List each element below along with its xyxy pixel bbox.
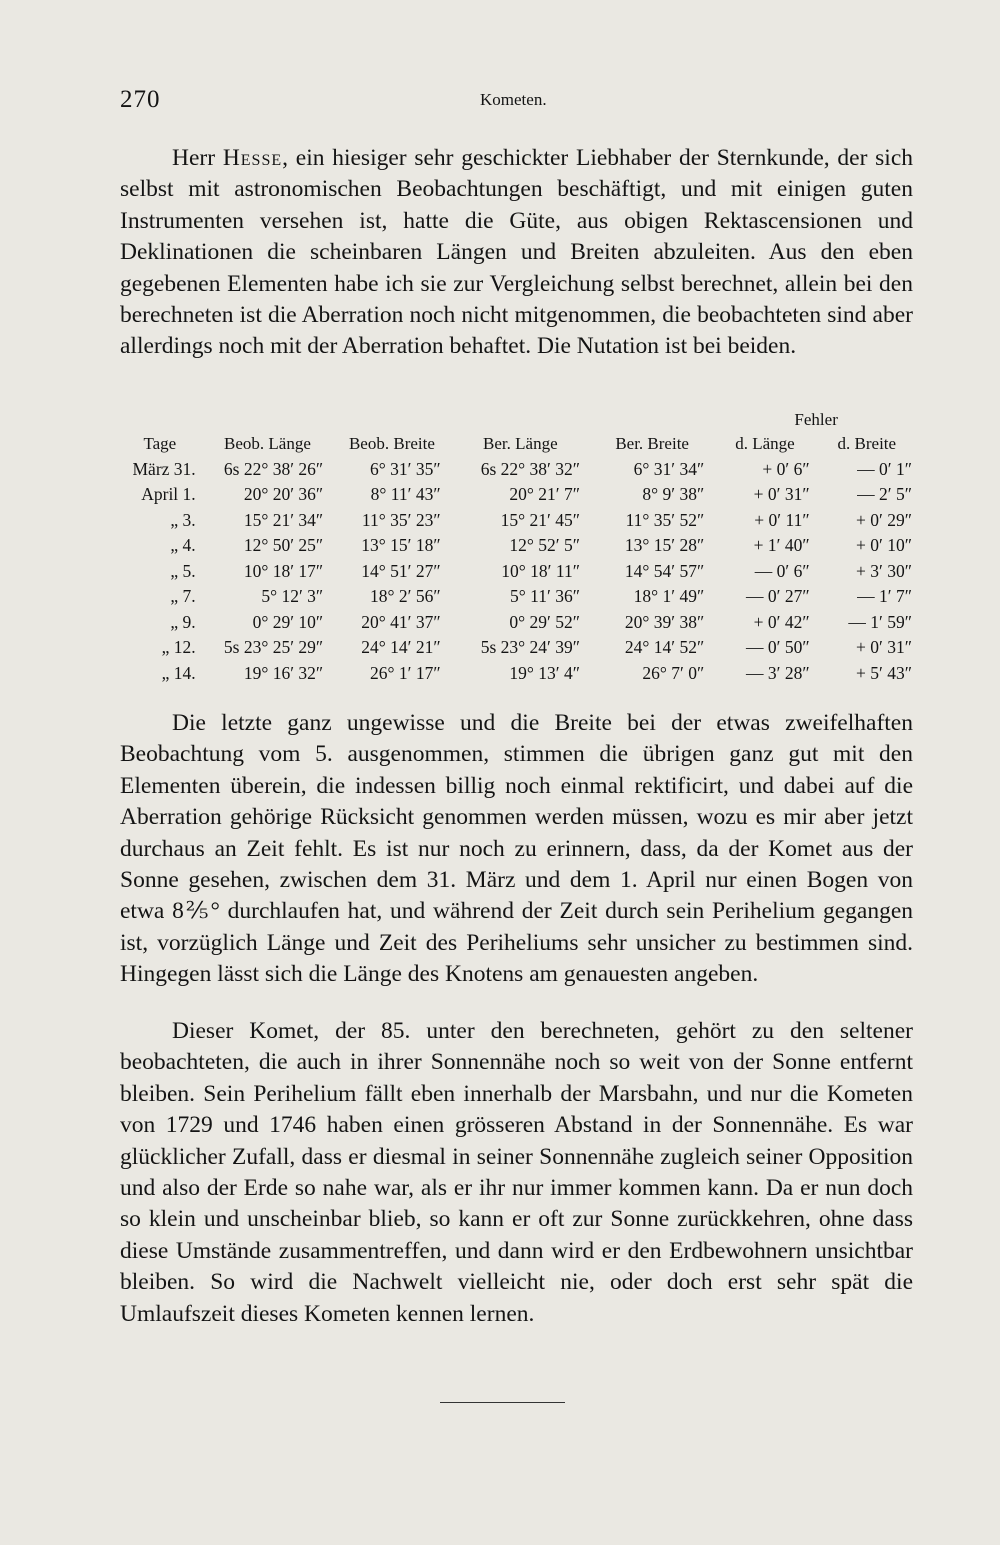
col-header-ber-laenge: Ber. Länge (483, 433, 558, 453)
table-row (118, 610, 918, 636)
table-cell: + 0′ 31″ (856, 637, 912, 658)
table-cell: + 5′ 43″ (856, 662, 912, 683)
table-cell: 6s 22° 38′ 26″ (223, 458, 324, 479)
table-cell: 20° 21′ 7″ (509, 484, 581, 505)
paragraph-comet-text: Dieser Komet, der 85. unter den berechneten, gehört zu den seltener beobachteten, die auch in ihrer Sonnennähe noch so weit von der Sonne entfernt bleiben. Sein Perihelium fällt eben innerhalb der Marsbahn, und nur die Kometen von 1729 und 1746 haben einen grösseren Abstand in der Sonnennähe. Es war glücklicher Zufall, dass er diesmal in seiner Sonnennähe zugleich seiner Opposition und also der Erde so nahe war, als er ihr nur immer kommen kann. Da er nun doch so klein und unscheinbar blieb, so kann er oft zur Sonne zurückkehren, ohne dass diese Umstände zusammentreffen, und dann wird er den Erdbewohnern unsichtbar bleiben. So wird die Nachwelt vielleicht nie, oder doch erst sehr spät die Umlaufszeit dieses Kometen kennen lernen. (120, 1018, 913, 1327)
table-row (118, 661, 918, 687)
table-cell: 20° 41′ 37″ (361, 611, 441, 632)
table-cell: „ 3. (170, 509, 196, 530)
col-header-ber-breite: Ber. Breite (615, 433, 689, 453)
table-cell: 20° 39′ 38″ (624, 611, 705, 632)
page-header (120, 86, 910, 122)
table-row (118, 457, 918, 483)
running-title: Kometen. (480, 90, 547, 109)
table-cell: 6° 31′ 35″ (370, 458, 441, 479)
table-row (118, 482, 918, 508)
table-cell: 20° 20′ 36″ (243, 484, 324, 505)
table-cell: 12° 52′ 5″ (509, 535, 581, 556)
table-cell: 15° 21′ 34″ (243, 509, 324, 530)
table-cell: + 0′ 42″ (753, 611, 810, 632)
table-cell: + 0′ 6″ (762, 458, 810, 479)
col-header-beob-laenge: Beob. Länge (224, 433, 311, 453)
table-cell: 14° 51′ 27″ (361, 560, 441, 581)
table-cell: 11° 35′ 52″ (625, 509, 705, 530)
closing-rule (440, 1402, 565, 1403)
col-header-d-laenge: d. Länge (735, 433, 795, 453)
table-cell: — 1′ 59″ (848, 611, 912, 632)
table-cell: 6s 22° 38′ 32″ (480, 458, 581, 479)
table-cell: — 0′ 6″ (754, 560, 810, 581)
table-cell: 18° 1′ 49″ (633, 586, 705, 607)
table-cell: „ 4. (170, 535, 196, 556)
table-cell: 15° 21′ 45″ (500, 509, 581, 530)
table-cell: — 0′ 1″ (857, 458, 912, 479)
table-cell: 12° 50′ 25″ (243, 535, 324, 556)
table-cell: 14° 54′ 57″ (624, 560, 705, 581)
table-cell: — 3′ 28″ (746, 662, 810, 683)
table-group-header-fehler: Fehler (794, 410, 838, 429)
table-cell: — 2′ 5″ (857, 484, 912, 505)
table-cell: April 1. (141, 484, 196, 505)
paragraph-text-after: , ein hiesiger sehr geschickter Liebhaber der Sternkunde, der sich selbst mit astronomischen Beobachtungen beschäftigt, und mit einigen guten Instrumenten versehen ist, hatte die Güte, aus obigen Rektascensionen und Deklinationen die scheinbaren Längen und Breiten abzuleiten. Aus den eben gegebenen Elementen habe ich sie zur Vergleichung selbst berechnet, allein bei den berechneten ist die Aberration noch nicht mitgenommen, die beobachteten sind aber allerdings noch mit der Aberration behaftet. Die Nutation ist bei beiden. (120, 145, 914, 360)
table-cell: 13° 15′ 18″ (361, 535, 441, 556)
table-cell: „ 12. (161, 637, 196, 658)
table-cell: „ 9. (170, 611, 196, 632)
person-name: Hesse (222, 145, 283, 171)
paragraph-text-before: Herr (172, 145, 223, 171)
table-cell: „ 5. (170, 560, 196, 581)
table-cell: + 0′ 29″ (856, 509, 912, 530)
table-cell: 26° 7′ 0″ (642, 662, 705, 683)
table-row (118, 533, 918, 559)
table-row (118, 635, 918, 661)
table-cell: + 0′ 11″ (754, 509, 810, 530)
table-cell: 0° 29′ 52″ (509, 611, 581, 632)
table-row (118, 559, 918, 585)
table-cell: + 0′ 31″ (753, 484, 810, 505)
table-cell: + 1′ 40″ (753, 535, 810, 556)
observation-table (118, 409, 918, 686)
table-cell: 5s 23° 25′ 29″ (223, 637, 324, 658)
table-cell: 5° 11′ 36″ (510, 586, 581, 607)
col-header-tage: Tage (143, 433, 177, 453)
table-cell: 24° 14′ 52″ (624, 637, 705, 658)
table-cell: — 0′ 50″ (746, 637, 810, 658)
table-row (118, 508, 918, 534)
table-cell: 8° 9′ 38″ (642, 484, 705, 505)
table-cell: 24° 14′ 21″ (361, 637, 441, 658)
table-cell: März 31. (132, 458, 196, 479)
table-cell: 5° 12′ 3″ (261, 586, 324, 607)
table-body (118, 457, 918, 687)
table-cell: 26° 1′ 17″ (370, 662, 441, 683)
table-cell: „ 7. (170, 586, 196, 607)
table-cell: 10° 18′ 11″ (501, 560, 581, 581)
paragraph-results (120, 708, 913, 991)
table-cell: 5s 23° 24′ 39″ (480, 637, 581, 658)
table-cell: 11° 35′ 23″ (361, 509, 441, 530)
table-cell: + 0′ 10″ (856, 535, 912, 556)
paragraph-results-text: Die letzte ganz ungewisse und die Breite bei der etwas zweifelhaften Beobachtung vom 5. ausgenommen, stimmen die übrigen ganz gut mit den Elementen überein, die indessen billig noch einmal rektificirt, und dabei auf die Aberration gehörige Rücksicht genommen werden müssen, wozu es mir aber jetzt durchaus an Zeit fehlt. Es ist nur noch zu erinnern, dass, da der Komet aus der Sonne gesehen, zwischen dem 31. März und dem 1. April nur einen Bogen von etwa 8⅖° durchlaufen hat, und während der Zeit durch sein Perihelium gegangen ist, vorzüglich Länge und Zeit des Periheliums sehr unsicher zu bestimmen sind. Hingegen lässt sich die Länge des Knotens am genauesten angeben. (120, 710, 913, 988)
table-cell: — 0′ 27″ (746, 586, 810, 607)
table-cell: „ 14. (161, 662, 196, 683)
paragraph-hesse (120, 143, 913, 363)
col-header-d-breite: d. Breite (837, 433, 897, 453)
table-cell: 18° 2′ 56″ (370, 586, 441, 607)
table-cell: — 1′ 7″ (857, 586, 912, 607)
table-row (118, 584, 918, 610)
table-cell: 10° 18′ 17″ (243, 560, 324, 581)
paragraph-comet (120, 1016, 913, 1330)
table-cell: 13° 15′ 28″ (624, 535, 705, 556)
table-cell: 0° 29′ 10″ (252, 611, 324, 632)
col-header-beob-breite: Beob. Breite (348, 433, 435, 453)
table-cell: 8° 11′ 43″ (370, 484, 441, 505)
table-cell: 6° 31′ 34″ (633, 458, 705, 479)
table-cell: 19° 13′ 4″ (509, 662, 581, 683)
page-number: 270 (120, 86, 161, 113)
table-cell: 19° 16′ 32″ (243, 662, 324, 683)
table-cell: + 3′ 30″ (856, 560, 912, 581)
